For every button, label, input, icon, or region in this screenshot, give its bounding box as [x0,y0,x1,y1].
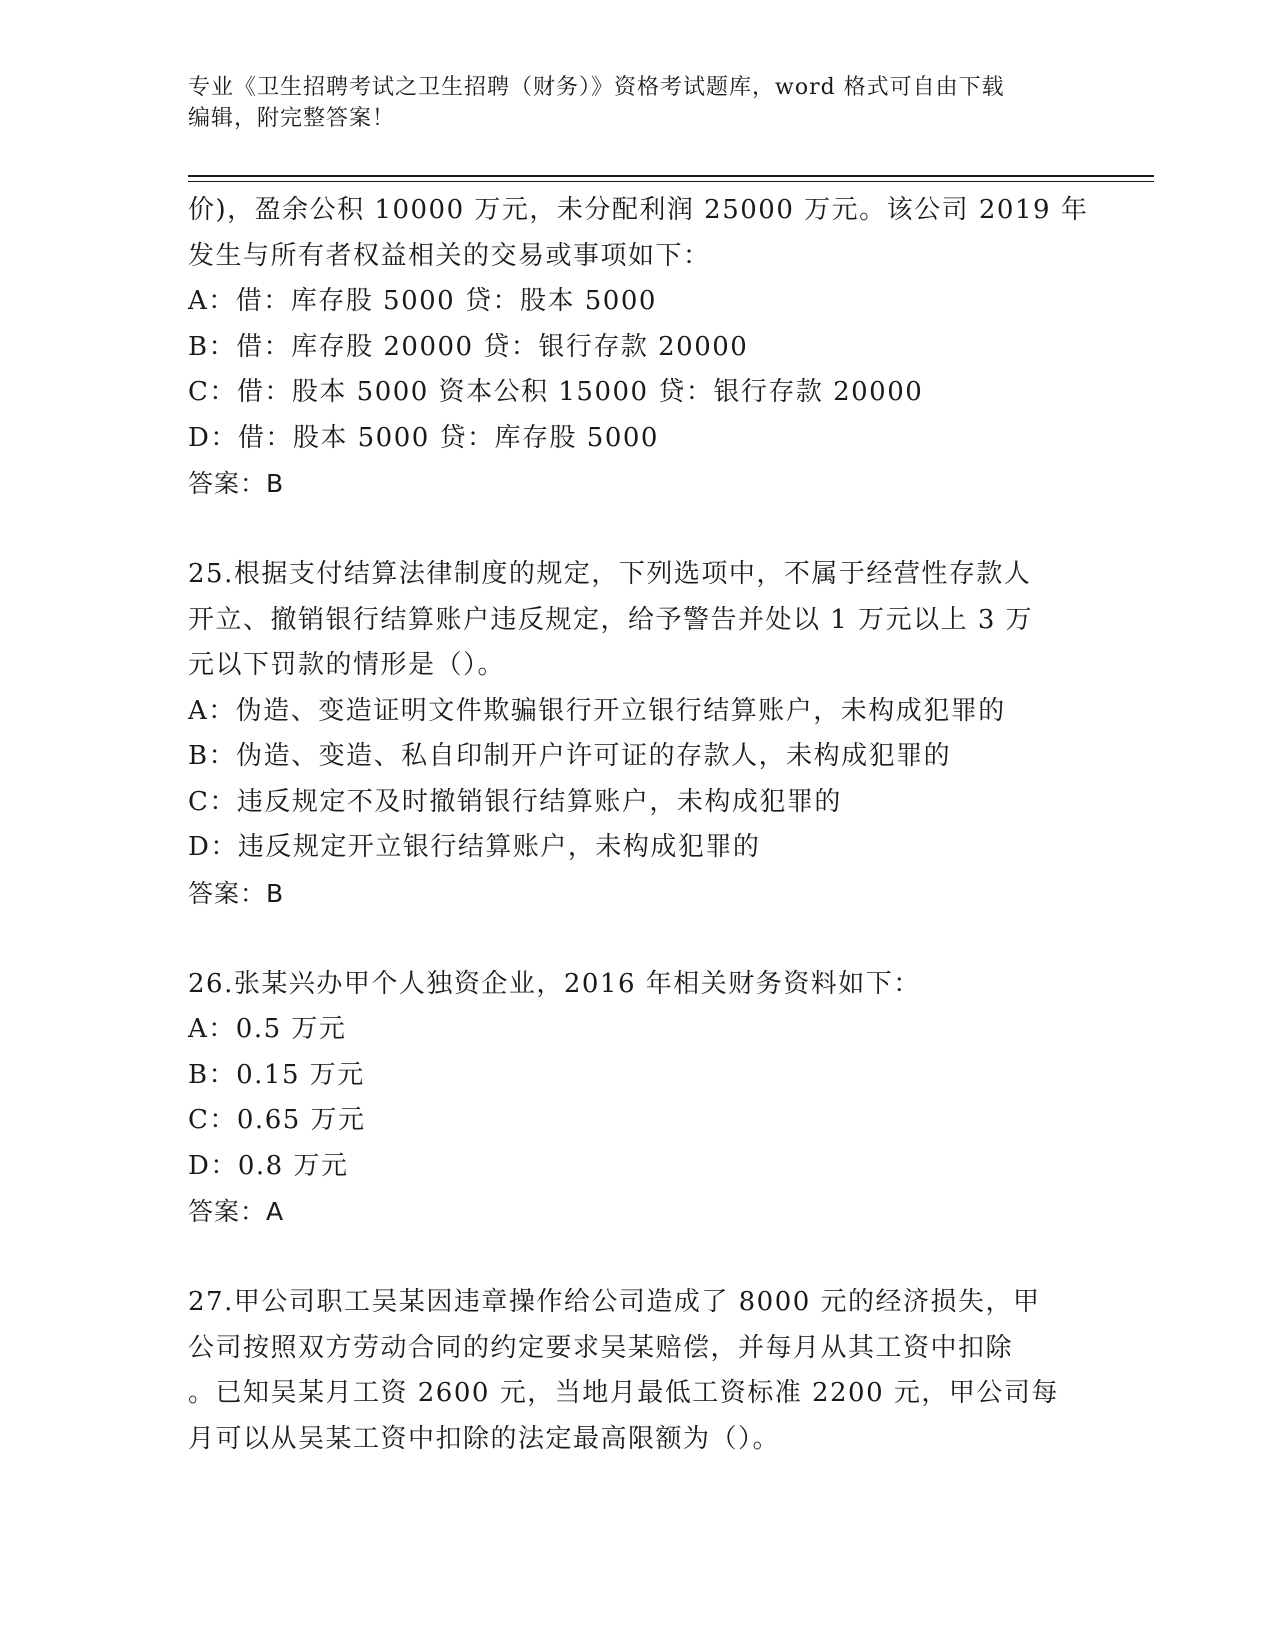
question-text-line: 27.甲公司职工吴某因违章操作给公司造成了 8000 元的经济损失，甲 [188,1287,1041,1317]
answer-line: 答案：B [188,469,285,498]
option-c: C：0.65 万元 [188,1105,366,1135]
answer-line: 答案：A [188,1197,285,1226]
option-b: B：0.15 万元 [188,1059,365,1090]
question-text-line: 元以下罚款的情形是（）。 [188,650,506,680]
question-text-line: 发生与所有者权益相关的交易或事项如下： [188,240,711,271]
header-line-1: 专业《卫生招聘考试之卫生招聘（财务）》资格考试题库，word 格式可自由下载 [188,75,1005,100]
header-divider-thin [188,181,1154,182]
answer-line: 答案：B [188,878,285,908]
question-text-line: 开立、撤销银行结算账户违反规定，给予警告并处以 1 万元以上 3 万 [188,604,1034,635]
option-d: D：0.8 万元 [188,1150,349,1181]
question-text-line: 价)，盈余公积 10000 万元，未分配利润 25000 万元。该公司 2019 年 [188,195,1089,225]
header-divider-thick [188,175,1154,177]
option-b: B：伪造、变造、私自印制开户许可证的存款人，未构成犯罪的 [188,741,952,771]
question-block [188,188,1088,507]
spacer [188,916,1088,962]
question-text-line: 月可以从吴某工资中扣除的法定最高限额为（）。 [188,1423,781,1454]
question-text-line: 26.张某兴办甲个人独资企业，2016 年相关财务资料如下： [188,968,921,999]
option-b: B：借：库存股 20000 贷：银行存款 20000 [188,331,749,362]
header-line-2: 编辑，附完整答案！ [188,106,396,131]
spacer [188,1235,1088,1281]
question-block [188,962,1088,1235]
option-c: C：违反规定不及时撤销银行结算账户，未构成犯罪的 [188,786,842,817]
question-block [188,1280,1088,1462]
option-a: A：伪造、变造证明文件欺骗银行开立银行结算账户，未构成犯罪的 [188,695,1006,726]
option-d: D：借：股本 5000 贷：库存股 5000 [188,422,659,453]
option-d: D：违反规定开立银行结算账户，未构成犯罪的 [188,832,761,862]
option-a: A：0.5 万元 [188,1014,347,1044]
spacer [188,507,1088,553]
question-text-line: 公司按照双方劳动合同的约定要求吴某赔偿，并每月从其工资中扣除 [188,1332,1014,1363]
option-a: A：借：库存股 5000 贷：股本 5000 [188,286,657,316]
question-text-line: 。已知吴某月工资 2600 元，当地月最低工资标准 2200 元，甲公司每 [188,1378,1059,1408]
option-c: C：借：股本 5000 资本公积 15000 贷：银行存款 20000 [188,377,924,407]
question-content [188,188,1088,1462]
question-text-line: 25.根据支付结算法律制度的规定，下列选项中，不属于经营性存款人 [188,559,1032,589]
question-block [188,552,1088,916]
page-header [188,72,1088,134]
